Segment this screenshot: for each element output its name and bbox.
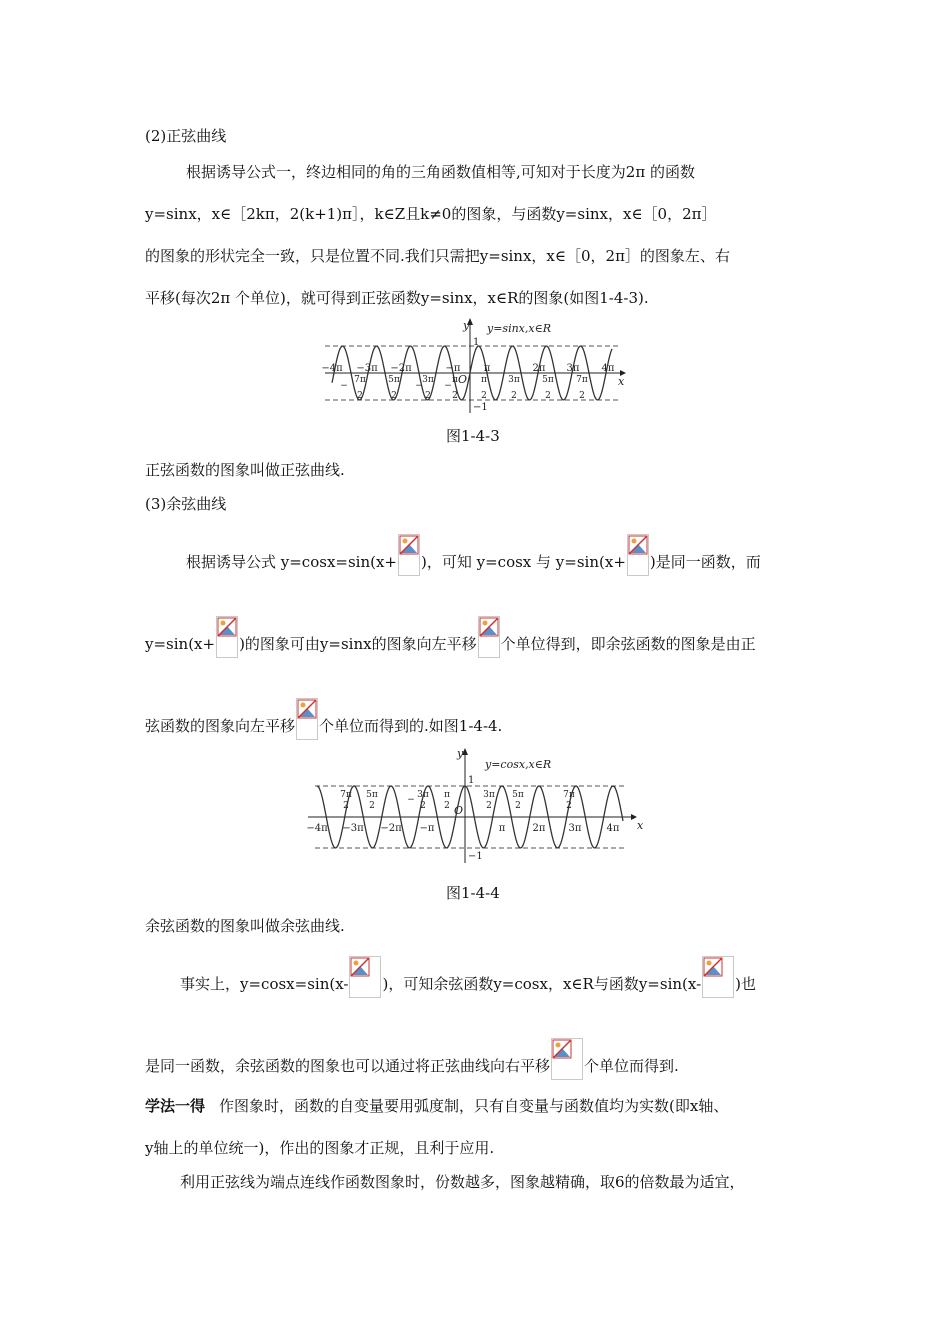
tick-1: 1 (473, 337, 480, 348)
text-run: )是同一函数，而 (649, 553, 761, 571)
fraction-label: 5π (512, 790, 524, 800)
broken-image-icon (349, 956, 381, 998)
fraction-label: 2 (425, 391, 431, 401)
fraction-label: 3π (508, 375, 520, 385)
text-run: 根据诱导公式 y=cosx=sin(x+ (186, 553, 398, 571)
fraction-label: 2 (511, 391, 517, 401)
fraction-label: 7π (340, 790, 352, 800)
fraction-label: 2 (343, 801, 349, 811)
fraction-label: 2 (515, 801, 521, 811)
paragraph-line: y=sinx，x∈［2kπ，2(k+1)π］，k∈Z且k≠0的图象，与函数y=sinx，x∈［0，2π］ (145, 205, 717, 223)
paragraph-line (180, 964, 756, 1006)
tick-label: 3π (566, 363, 580, 374)
fraction-label: 2 (452, 391, 458, 401)
fraction-label: − (415, 381, 423, 391)
text-run: )也 (735, 975, 756, 993)
function-label: y=sinx,x∈R (487, 322, 552, 335)
text-run: y=sin(x+ (145, 635, 216, 653)
cosine-graph (303, 745, 648, 865)
broken-image-icon (551, 1038, 583, 1080)
figure-caption: 图1-4-4 (446, 884, 500, 902)
fraction-label: 5π (542, 375, 554, 385)
broken-image-icon (702, 956, 734, 998)
text-run: 个单位而得到的.如图1-4-4. (319, 717, 503, 735)
broken-image-icon (478, 616, 500, 658)
tick-label: −4π (321, 363, 343, 374)
x-axis-label: x (618, 375, 625, 388)
tick-label: −2π (390, 363, 412, 374)
fraction-label: 2 (357, 391, 363, 401)
paragraph-line: 余弦函数的图象叫做余弦曲线. (145, 917, 345, 935)
cosine-graph-figure (303, 745, 648, 865)
section-heading-sine: (2)正弦曲线 (145, 127, 227, 145)
tick-label: −4π (306, 823, 328, 834)
origin-label: O (458, 373, 468, 386)
fraction-label: 2 (420, 801, 426, 811)
x-axis-label: x (637, 819, 644, 832)
tick-label: 4π (606, 823, 620, 834)
fraction-label: − (444, 381, 452, 391)
paragraph-line: 根据诱导公式一，终边相同的角的三角函数值相等,可知对于长度为2π 的函数 (186, 163, 695, 181)
fraction-label: 5π (366, 790, 378, 800)
fraction-label: 2 (566, 801, 572, 811)
section-heading-cosine: (3)余弦曲线 (145, 495, 227, 513)
paragraph-line: y轴上的单位统一)，作出的图象才正规，且利于应用. (145, 1139, 495, 1157)
fraction-label: π (481, 375, 487, 385)
method-title: 学法一得 (145, 1097, 206, 1115)
broken-image-icon (627, 534, 649, 576)
text-run: 作图象时，函数的自变量要用弧度制，只有自变量与函数值均为实数(即x轴、 (219, 1097, 729, 1115)
text-run: 是同一函数，余弦函数的图象也可以通过将正弦曲线向右平移 (145, 1057, 551, 1075)
tick-label: −3π (356, 363, 378, 374)
tick-label: 4π (601, 363, 615, 374)
paragraph-line (145, 1096, 728, 1116)
broken-image-icon (398, 534, 420, 576)
tick-neg-1: −1 (473, 402, 488, 413)
fraction-label: 3π (483, 790, 495, 800)
tick-label: −π (419, 823, 435, 834)
text-run: 事实上，y=cosx=sin(x- (180, 975, 349, 993)
tick-label: π (483, 363, 491, 374)
paragraph-line (145, 624, 756, 666)
paragraph-line: 正弦函数的图象叫做正弦曲线. (145, 461, 345, 479)
text-run: 个单位得到，即余弦函数的图象是由正 (500, 635, 756, 653)
broken-image-icon (296, 698, 318, 740)
tick-label: −2π (380, 823, 402, 834)
fraction-label: 7π (576, 375, 588, 385)
fraction-label: 2 (579, 391, 585, 401)
sine-graph (320, 315, 630, 415)
paragraph-line (145, 706, 502, 748)
text-run: )，可知 y=cosx 与 y=sin(x+ (421, 553, 626, 571)
tick-neg-1: −1 (468, 851, 483, 862)
paragraph-line (145, 1046, 679, 1088)
tick-1: 1 (468, 775, 475, 786)
function-label: y=cosx,x∈R (485, 758, 552, 771)
text-run: 个单位而得到. (584, 1057, 679, 1075)
tick-label: −3π (342, 823, 364, 834)
y-axis-label: y (457, 747, 464, 760)
fraction-label: 2 (369, 801, 375, 811)
sine-graph-figure (320, 315, 630, 415)
origin-label: O (454, 804, 464, 817)
fraction-label: 7π (354, 375, 366, 385)
fraction-label: 2 (481, 391, 487, 401)
paragraph-line: 平移(每次2π 个单位)，就可得到正弦函数y=sinx，x∈R的图象(如图1-4-3). (145, 289, 649, 307)
fraction-label: 2 (391, 391, 397, 401)
tick-label: 2π (532, 823, 546, 834)
fraction-label: 5π (388, 375, 400, 385)
tick-label: 3π (568, 823, 582, 834)
text-run: )，可知余弦函数y=cosx，x∈R与函数y=sin(x- (382, 975, 702, 993)
figure-caption: 图1-4-3 (446, 427, 500, 445)
tick-label: −π (445, 363, 461, 374)
fraction-label: − (407, 795, 415, 805)
fraction-label: 2 (545, 391, 551, 401)
fraction-label: 3π (422, 375, 434, 385)
paragraph-line (186, 542, 761, 584)
text-run: )的图象可由y=sinx的图象向左平移 (239, 635, 477, 653)
fraction-label: 2 (444, 801, 450, 811)
broken-image-icon (216, 616, 238, 658)
fraction-label: − (340, 381, 348, 391)
fraction-label: π (452, 375, 458, 385)
tick-label: 2π (532, 363, 546, 374)
fraction-label: 3π (417, 790, 429, 800)
fraction-label: π (444, 790, 450, 800)
fraction-label: 7π (563, 790, 575, 800)
fraction-label: 2 (486, 801, 492, 811)
paragraph-line: 的图象的形状完全一致，只是位置不同.我们只需把y=sinx，x∈［0，2π］的图象左、右 (145, 247, 730, 265)
tick-label: π (498, 823, 506, 834)
paragraph-line: 利用正弦线为端点连线作函数图象时，份数越多，图象越精确，取6的倍数最为适宜， (180, 1173, 745, 1191)
text-run: 弦函数的图象向左平移 (145, 717, 296, 735)
y-axis-label: y (463, 319, 470, 332)
